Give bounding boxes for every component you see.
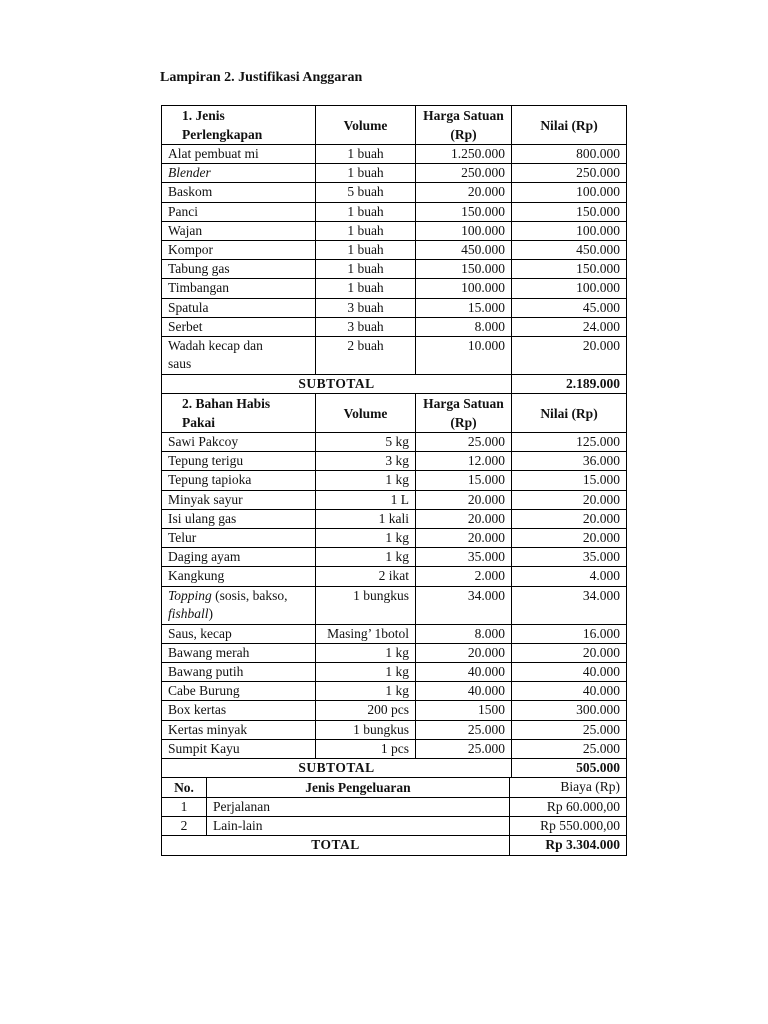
item-volume: 1 buah (316, 240, 416, 259)
header-biaya: Biaya (Rp) (510, 778, 627, 798)
item-volume: 1 kg (316, 682, 416, 701)
item-volume: 1 buah (316, 221, 416, 240)
item-name-italic: Topping (168, 587, 212, 603)
item-nilai: 36.000 (512, 452, 627, 471)
item-name: Saus, kecap (162, 624, 316, 643)
subtotal-label: SUBTOTAL (162, 758, 512, 777)
item-volume: 5 buah (316, 183, 416, 202)
header-harga-satuan: Harga Satuan (Rp) (416, 394, 512, 433)
item-harga: 8.000 (416, 317, 512, 336)
item-harga: 15.000 (416, 471, 512, 490)
table-row (162, 279, 627, 298)
item-nilai: 45.000 (512, 298, 627, 317)
item-harga: 25.000 (416, 739, 512, 758)
item-nilai: 20.000 (512, 529, 627, 548)
item-volume: 2 buah (316, 336, 416, 374)
item-name: Kompor (162, 240, 316, 259)
header-volume: Volume (316, 106, 416, 145)
table-row (162, 509, 627, 528)
item-volume: 1 pcs (316, 739, 416, 758)
table-row (162, 624, 627, 643)
table-row (162, 433, 627, 452)
header-no: No. (162, 778, 207, 798)
item-name: Tabung gas (162, 260, 316, 279)
table-row (162, 452, 627, 471)
item-harga: 20.000 (416, 509, 512, 528)
item-volume: 1 kali (316, 509, 416, 528)
table-row (162, 720, 627, 739)
table-row (162, 240, 627, 259)
header-jenis-pengeluaran: Jenis Pengeluaran (207, 778, 510, 798)
item-nilai: 300.000 (512, 701, 627, 720)
expense-no: 1 (162, 798, 207, 817)
item-volume: 1 buah (316, 260, 416, 279)
item-volume: 1 bungkus (316, 586, 416, 624)
item-name-end: ) (208, 605, 214, 621)
item-nilai: 4.000 (512, 567, 627, 586)
item-harga: 20.000 (416, 529, 512, 548)
header-nilai: Nilai (Rp) (512, 106, 627, 145)
table-row (162, 164, 627, 183)
item-nilai: 40.000 (512, 662, 627, 681)
table-row (162, 202, 627, 221)
item-name: Tepung tapioka (162, 471, 316, 490)
item-name: Kangkung (162, 567, 316, 586)
item-nilai: 800.000 (512, 145, 627, 164)
expense-jenis: Perjalanan (207, 798, 510, 817)
item-name-italic-2: fishball (168, 605, 209, 621)
subtotal-value: 2.189.000 (512, 374, 627, 393)
item-nilai: 20.000 (512, 509, 627, 528)
item-volume: Masing’ 1botol (316, 624, 416, 643)
item-nilai: 25.000 (512, 739, 627, 758)
item-name: Bawang putih (162, 662, 316, 681)
item-volume: 3 buah (316, 317, 416, 336)
item-volume: 3 buah (316, 298, 416, 317)
header-nilai: Nilai (Rp) (512, 394, 627, 433)
item-volume: 1 kg (316, 529, 416, 548)
item-volume: 1 buah (316, 279, 416, 298)
item-nilai: 20.000 (512, 336, 627, 374)
item-nilai: 40.000 (512, 682, 627, 701)
item-harga: 35.000 (416, 548, 512, 567)
item-name: Box kertas (162, 701, 316, 720)
table-row (162, 586, 627, 624)
item-name: Daging ayam (162, 548, 316, 567)
item-harga: 450.000 (416, 240, 512, 259)
table-row (162, 817, 627, 836)
budget-table (161, 105, 627, 778)
item-harga: 15.000 (416, 298, 512, 317)
item-harga: 25.000 (416, 433, 512, 452)
item-nilai: 250.000 (512, 164, 627, 183)
item-nilai: 25.000 (512, 720, 627, 739)
item-volume: 3 kg (316, 452, 416, 471)
item-harga: 100.000 (416, 279, 512, 298)
table-row (162, 471, 627, 490)
item-volume: 1 kg (316, 662, 416, 681)
expense-biaya: Rp 550.000,00 (510, 817, 627, 836)
item-name: Cabe Burung (162, 682, 316, 701)
table-row (162, 643, 627, 662)
table-row (162, 317, 627, 336)
section2-header-row (162, 394, 627, 433)
item-harga: 12.000 (416, 452, 512, 471)
item-volume: 1 buah (316, 202, 416, 221)
item-name: Bawang merah (162, 643, 316, 662)
table-row (162, 298, 627, 317)
expense-jenis: Lain-lain (207, 817, 510, 836)
subtotal-label: SUBTOTAL (162, 374, 512, 393)
subtotal-row (162, 758, 627, 777)
item-name (162, 164, 316, 183)
table-row (162, 682, 627, 701)
table-row (162, 701, 627, 720)
item-name (162, 586, 316, 624)
table-row (162, 336, 627, 374)
item-volume: 1 buah (316, 164, 416, 183)
section3-header-row (162, 778, 627, 798)
item-harga: 25.000 (416, 720, 512, 739)
item-nilai: 24.000 (512, 317, 627, 336)
item-nilai: 20.000 (512, 643, 627, 662)
item-harga: 150.000 (416, 202, 512, 221)
item-name: Sumpit Kayu (162, 739, 316, 758)
item-nilai: 34.000 (512, 586, 627, 624)
item-harga: 40.000 (416, 682, 512, 701)
other-expenses-table (161, 777, 627, 856)
table-row (162, 662, 627, 681)
item-volume: 1 buah (316, 145, 416, 164)
item-name: Wajan (162, 221, 316, 240)
item-name: Tepung terigu (162, 452, 316, 471)
header-jenis-perlengkapan: 1. Jenis Perlengkapan (162, 106, 316, 145)
header-bahan-habis-pakai: 2. Bahan Habis Pakai (162, 394, 316, 433)
table-row (162, 798, 627, 817)
item-name: Kertas minyak (162, 720, 316, 739)
item-nilai: 100.000 (512, 279, 627, 298)
header-harga-satuan: Harga Satuan (Rp) (416, 106, 512, 145)
item-nilai: 150.000 (512, 202, 627, 221)
item-volume: 200 pcs (316, 701, 416, 720)
section1-header-row (162, 106, 627, 145)
item-harga: 100.000 (416, 221, 512, 240)
item-nilai: 450.000 (512, 240, 627, 259)
table-row (162, 739, 627, 758)
table-row (162, 221, 627, 240)
header-volume: Volume (316, 394, 416, 433)
item-name: Serbet (162, 317, 316, 336)
item-harga: 150.000 (416, 260, 512, 279)
item-name: Isi ulang gas (162, 509, 316, 528)
item-name: Spatula (162, 298, 316, 317)
item-nilai: 35.000 (512, 548, 627, 567)
item-name: Panci (162, 202, 316, 221)
item-harga: 1.250.000 (416, 145, 512, 164)
item-harga: 10.000 (416, 336, 512, 374)
item-harga: 20.000 (416, 183, 512, 202)
item-harga: 2.000 (416, 567, 512, 586)
item-name: Alat pembuat mi (162, 145, 316, 164)
item-name: Wadah kecap dan saus (162, 336, 316, 374)
table-row (162, 529, 627, 548)
item-nilai: 125.000 (512, 433, 627, 452)
table-row (162, 567, 627, 586)
item-name: Baskom (162, 183, 316, 202)
table-row (162, 260, 627, 279)
total-value: Rp 3.304.000 (510, 836, 627, 856)
total-label: TOTAL (162, 836, 510, 856)
item-name-italic: Blender (168, 165, 211, 181)
table-row (162, 548, 627, 567)
table-row (162, 145, 627, 164)
item-harga: 250.000 (416, 164, 512, 183)
subtotal-row (162, 374, 627, 393)
expense-biaya: Rp 60.000,00 (510, 798, 627, 817)
item-harga: 20.000 (416, 643, 512, 662)
item-nilai: 15.000 (512, 471, 627, 490)
subtotal-value: 505.000 (512, 758, 627, 777)
item-harga: 1500 (416, 701, 512, 720)
item-nilai: 16.000 (512, 624, 627, 643)
item-volume: 2 ikat (316, 567, 416, 586)
item-harga: 8.000 (416, 624, 512, 643)
item-harga: 34.000 (416, 586, 512, 624)
page-title: Lampiran 2. Justifikasi Anggaran (160, 70, 363, 85)
total-row (162, 836, 627, 856)
item-volume: 1 kg (316, 471, 416, 490)
table-row (162, 490, 627, 509)
table-row (162, 183, 627, 202)
item-nilai: 150.000 (512, 260, 627, 279)
item-name: Telur (162, 529, 316, 548)
item-harga: 40.000 (416, 662, 512, 681)
expense-no: 2 (162, 817, 207, 836)
item-volume: 1 L (316, 490, 416, 509)
item-name: Minyak sayur (162, 490, 316, 509)
item-name: Sawi Pakcoy (162, 433, 316, 452)
item-nilai: 100.000 (512, 183, 627, 202)
item-name-text: (sosis, bakso, (211, 587, 288, 603)
item-volume: 1 kg (316, 548, 416, 567)
item-nilai: 100.000 (512, 221, 627, 240)
item-harga: 20.000 (416, 490, 512, 509)
item-volume: 5 kg (316, 433, 416, 452)
item-volume: 1 bungkus (316, 720, 416, 739)
item-name: Timbangan (162, 279, 316, 298)
item-nilai: 20.000 (512, 490, 627, 509)
item-volume: 1 kg (316, 643, 416, 662)
